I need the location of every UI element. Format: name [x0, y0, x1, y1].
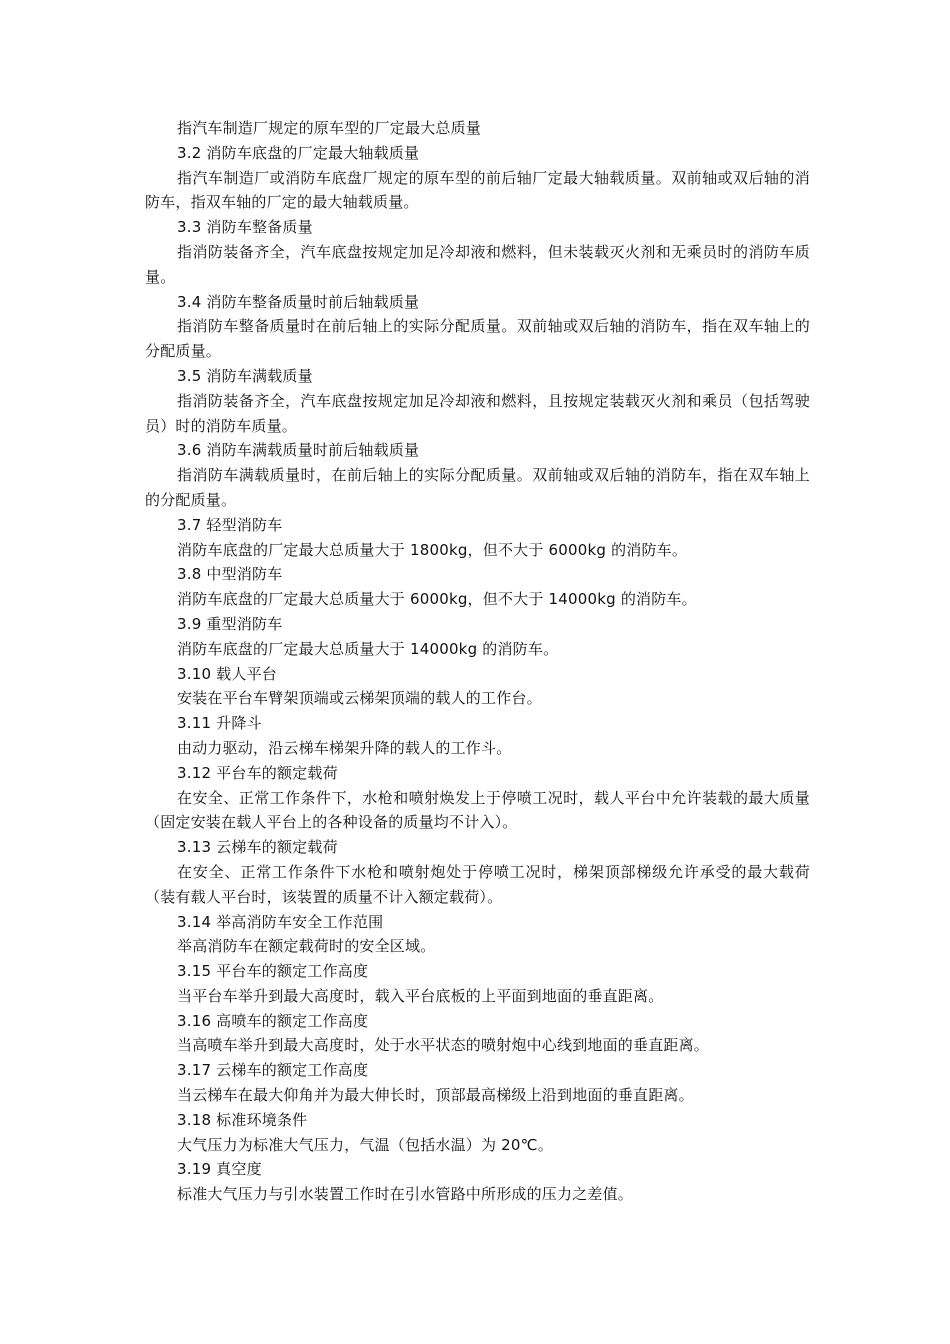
- section-body-3-2: 指汽车制造厂或消防车底盘厂规定的原车型的前后轴厂定最大轴载质量。双前轴或双后轴的消防车，指双车轴的厂定的最大轴载质量。: [145, 168, 810, 212]
- section-body-3-4: 指消防车整备质量时在前后轴上的实际分配质量。双前轴或双后轴的消防车，指在双车轴上的分配质量。: [145, 317, 810, 361]
- section-heading-3-8: 3.8 中型消防车: [177, 565, 283, 584]
- section-heading-3-11: 3.11 升降斗: [177, 714, 262, 733]
- section-body-3-17: 当云梯车在最大仰角并为最大伸长时，顶部最高梯级上沿到地面的垂直距离。: [177, 1086, 694, 1105]
- section-heading-3-3: 3.3 消防车整备质量: [177, 218, 313, 237]
- section-heading-3-4: 3.4 消防车整备质量时前后轴载质量: [177, 292, 420, 311]
- section-heading-3-13: 3.13 云梯车的额定载荷: [177, 838, 338, 857]
- section-body-3-10: 安装在平台车臂架顶端或云梯架顶端的载人的工作台。: [177, 689, 542, 708]
- section-heading-3-18: 3.18 标准环境条件: [177, 1110, 308, 1129]
- section-body-3-11: 由动力驱动，沿云梯车梯架升降的载人的工作斗。: [177, 738, 512, 757]
- section-body-3-9: 消防车底盘的厂定最大总质量大于 14000kg 的消防车。: [177, 639, 559, 658]
- section-body-3-3: 指消防装备齐全，汽车底盘按规定加足冷却液和燃料，但未装载灭火剂和无乘员时的消防车质量。: [145, 242, 810, 286]
- section-body-3-19: 标准大气压力与引水装置工作时在引水管路中所形成的压力之差值。: [177, 1185, 634, 1204]
- section-heading-3-19: 3.19 真空度: [177, 1160, 262, 1179]
- document-body: [145, 116, 810, 1207]
- section-body-3-16: 当高喷车举升到最大高度时，处于水平状态的喷射炮中心线到地面的垂直距离。: [177, 1036, 710, 1055]
- section-body-3-12: 在安全、正常工作条件下，水枪和喷射焕发上于停喷工况时，载人平台中允许装载的最大质量（固定安装在载人平台上的各种设备的质量均不计入）。: [145, 788, 810, 832]
- section-body-3-6: 指消防车满载质量时，在前后轴上的实际分配质量。双前轴或双后轴的消防车，指在双车轴上的分配质量。: [145, 466, 810, 509]
- section-heading-3-12: 3.12 平台车的额定载荷: [177, 763, 338, 782]
- section-body-3-14: 举高消防车在额定载荷时的安全区域。: [177, 937, 436, 956]
- section-heading-3-7: 3.7 轻型消防车: [177, 515, 283, 534]
- section-body-3-7: 消防车底盘的厂定最大总质量大于 1800kg，但不大于 6000kg 的消防车。: [177, 540, 688, 559]
- section-heading-3-10: 3.10 载人平台: [177, 664, 277, 683]
- section-body-3-5: 指消防装备齐全，汽车底盘按规定加足冷却液和燃料，且按规定装载灭火剂和乘员（包括驾驶员）时的消防车质量。: [145, 391, 810, 435]
- section-heading-3-5: 3.5 消防车满载质量: [177, 366, 313, 385]
- section-heading-3-6: 3.6 消防车满载质量时前后轴载质量: [177, 441, 420, 460]
- section-heading-3-17: 3.17 云梯车的额定工作高度: [177, 1061, 369, 1080]
- intro-paragraph: 指汽车制造厂规定的原车型的厂定最大总质量: [177, 119, 482, 137]
- section-heading-3-2: 3.2 消防车底盘的厂定最大轴载质量: [177, 143, 420, 162]
- section-heading-3-14: 3.14 举高消防车安全工作范围: [177, 912, 384, 931]
- section-body-3-18: 大气压力为标准大气压力，气温（包括水温）为 20℃。: [177, 1135, 553, 1154]
- section-heading-3-16: 3.16 高喷车的额定工作高度: [177, 1011, 369, 1030]
- section-body-3-13: 在安全、正常工作条件下水枪和喷射炮处于停喷工况时，梯架顶部梯级允许承受的最大载荷（装有载人平台时，该装置的质量不计入额定载荷）。: [145, 862, 810, 906]
- section-body-3-15: 当平台车举升到最大高度时，载入平台底板的上平面到地面的垂直距离。: [177, 986, 664, 1005]
- section-heading-3-15: 3.15 平台车的额定工作高度: [177, 962, 369, 981]
- section-body-3-8: 消防车底盘的厂定最大总质量大于 6000kg，但不大于 14000kg 的消防车。: [177, 590, 697, 609]
- section-heading-3-9: 3.9 重型消防车: [177, 614, 283, 633]
